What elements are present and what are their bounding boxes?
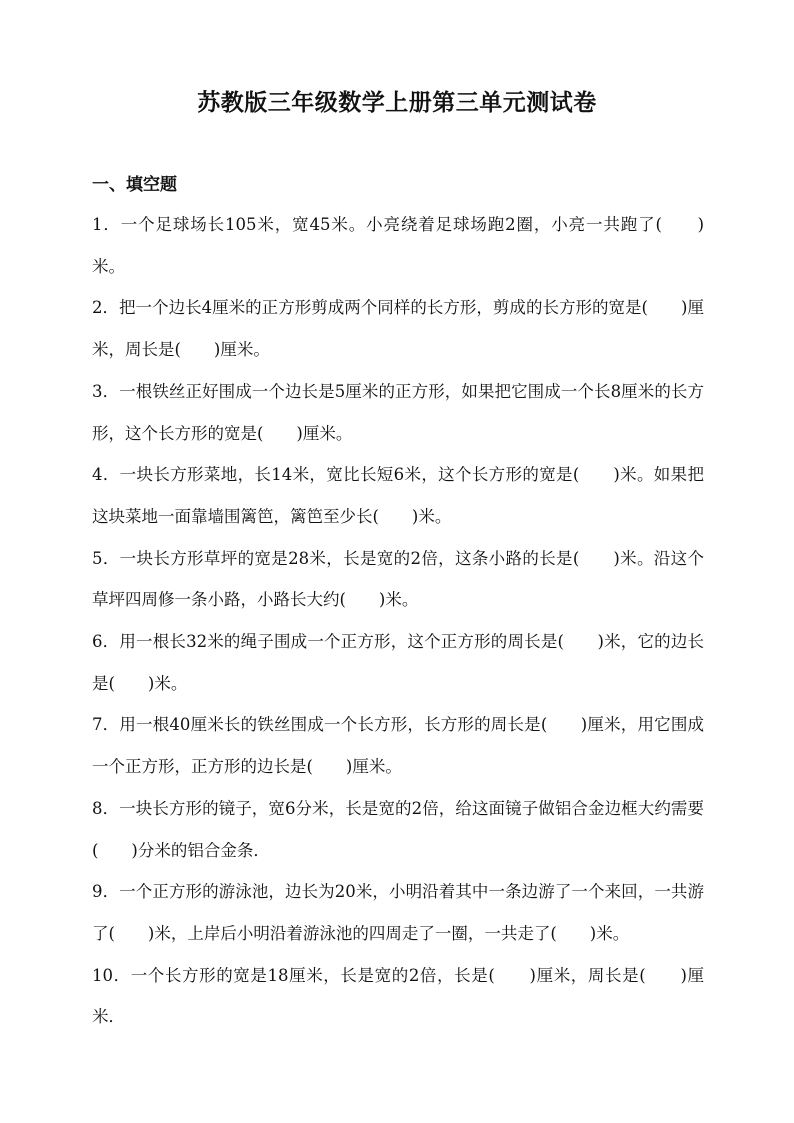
question-6: 6．用一根长32米的绳子围成一个正方形，这个正方形的周长是( )米，它的边长是( )米。	[92, 632, 704, 693]
question-9: 9．一个正方形的游泳池，边长为20米，小明沿着其中一条边游了一个来回，一共游了( )米，上岸后小明沿着游泳池的四周走了一圈，一共走了( )米。	[92, 882, 704, 943]
question-5: 5．一块长方形草坪的宽是28米，长是宽的2倍，这条小路的长是( )米。沿这个草坪四周修一条小路，小路长大约( )米。	[92, 548, 704, 610]
question-3: 3．一根铁丝正好围成一个边长是5厘米的正方形，如果把它围成一个长8厘米的长方形，这个长方形的宽是( )厘米。	[92, 381, 704, 443]
question-2: 2．把一个边长4厘米的正方形剪成两个同样的长方形，剪成的长方形的宽是( )厘米，周长是( )厘米。	[92, 298, 704, 360]
section-heading: 一、填空题	[92, 175, 177, 195]
question-list	[92, 204, 704, 1038]
question-10: 10．一个长方形的宽是18厘米，长是宽的2倍，长是( )厘米，周长是( )厘米．	[92, 965, 704, 1027]
question-1: 1．一个足球场长105米，宽45米。小亮绕着足球场跑2圈，小亮一共跑了( )米。	[92, 215, 704, 276]
question-8: 8．一块长方形的镜子，宽6分米，长是宽的2倍，给这面镜子做铝合金边框大约需要( )分米的铝合金条．	[92, 798, 704, 860]
page-title: 苏教版三年级数学上册第三单元测试卷	[197, 89, 597, 116]
question-4: 4．一块长方形菜地，长14米，宽比长短6米，这个长方形的宽是( )米。如果把这块菜地一面靠墙围篱笆，篱笆至少长( )米。	[92, 465, 704, 526]
question-7: 7．用一根40厘米长的铁丝围成一个长方形，长方形的周长是( )厘米，用它围成一个正方形，正方形的边长是( )厘米。	[92, 715, 704, 777]
